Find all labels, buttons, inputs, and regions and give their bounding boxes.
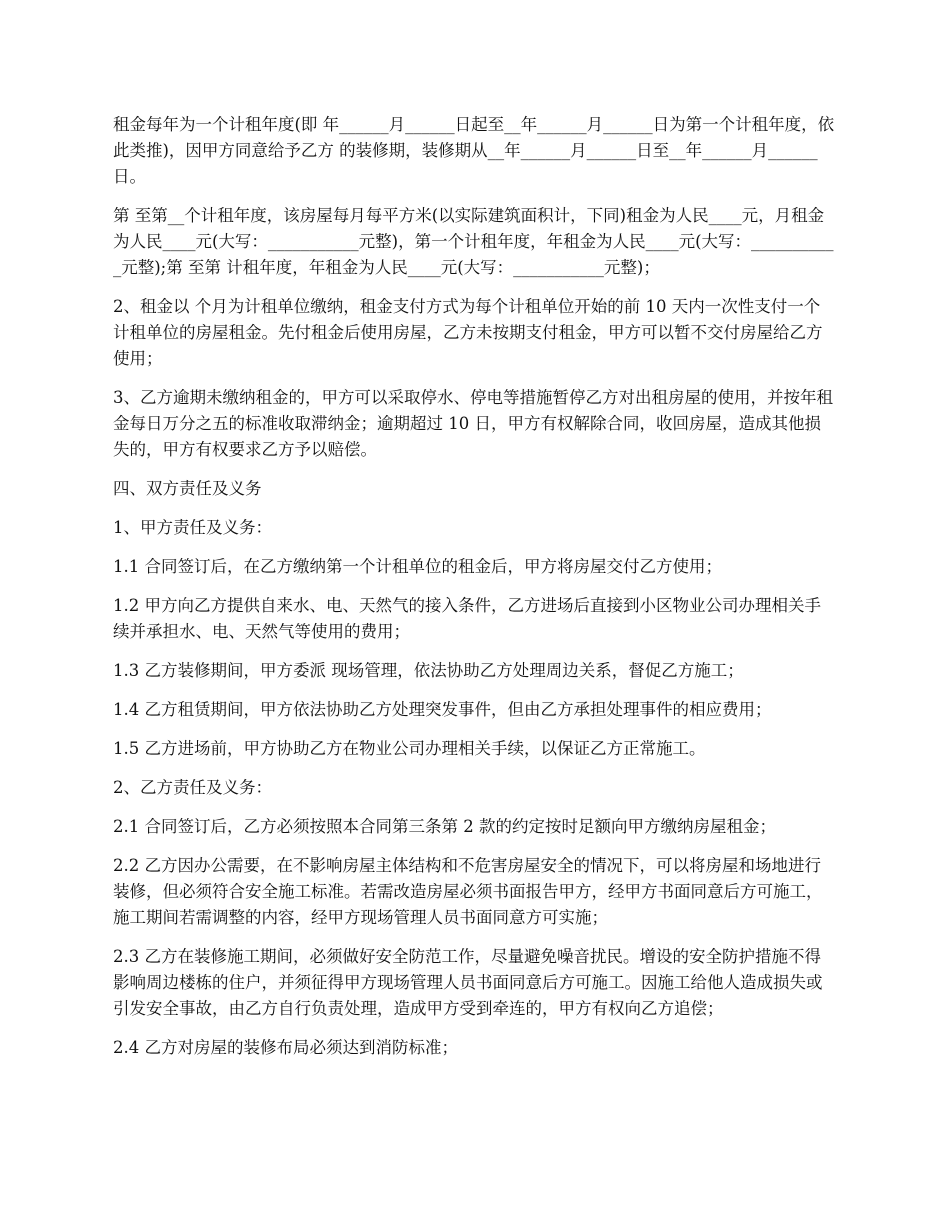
section-heading-responsibilities: 四、双方责任及义务 [113, 479, 262, 498]
subheading-party-a: 1、甲方责任及义务： [113, 518, 272, 537]
clause-2-1: 2.1 合同签订后，乙方必须按照本合同第三条第 2 款的约定按时足额向甲方缴纳房屋租金； [113, 817, 776, 836]
subheading-party-b: 2、乙方责任及义务： [113, 778, 272, 797]
clause-1-3: 1.3 乙方装修期间，甲方委派 现场管理，依法协助乙方处理周边关系，督促乙方施工； [113, 661, 744, 680]
clause-1-1: 1.1 合同签订后，在乙方缴纳第一个计租单位的租金后，甲方将房屋交付乙方使用； [113, 557, 722, 576]
clause-1-5: 1.5 乙方进场前，甲方协助乙方在物业公司办理相关手续，以保证乙方正常施工。 [113, 739, 706, 758]
paragraph-late-payment: 3、乙方逾期未缴纳租金的，甲方可以采取停水、停电等措施暂停乙方对出租房屋的使用，并按年租金每日万分之五的标准收取滞纳金；逾期超过 10 日，甲方有权解除合同，收回房屋，造成其他损失的，甲方有权要求乙方予以赔偿。 [113, 388, 833, 459]
paragraph-payment-method: 2、租金以 个月为计租单位缴纳，租金支付方式为每个计租单位开始的前 10 天内一次性支付一个计租单位的房屋租金。先付租金后使用房屋，乙方未按期支付租金，甲方可以暂不交付房屋给乙方使用； [113, 297, 823, 368]
document-body [113, 112, 835, 1074]
clause-2-2: 2.2 乙方因办公需要，在不影响房屋主体结构和不危害房屋安全的情况下，可以将房屋和场地进行装修，但必须符合安全施工标准。若需改造房屋必须书面报告甲方，经甲方书面同意后方可施工，施工期间若需调整的内容，经甲方现场管理人员书面同意方可实施； [113, 856, 823, 927]
paragraph-rent-year: 租金每年为一个计租年度(即 年______月______日起至__年______月______日为第一个计租年度，依此类推)，因甲方同意给予乙方 的装修期，装修期从__年______月______日至__年______月______日。 [113, 115, 835, 186]
clause-2-4: 2.4 乙方对房屋的装修布局必须达到消防标准； [113, 1038, 458, 1057]
paragraph-rent-amount: 第 至第__个计租年度，该房屋每月每平方米(以实际建筑面积计，下同)租金为人民____元，月租金为人民____元(大写：___________元整)，第一个计租年度，年租金为人民____元(大写：___________元整);第 至第 计租年度，年租金为人民____元(大写：___________元整)； [113, 206, 834, 277]
clause-1-4: 1.4 乙方租赁期间，甲方依法协助乙方处理突发事件，但由乙方承担处理事件的相应费用； [113, 700, 772, 719]
clause-1-2: 1.2 甲方向乙方提供自来水、电、天然气的接入条件，乙方进场后直接到小区物业公司办理相关手续并承担水、电、天然气等使用的费用； [113, 596, 821, 641]
clause-2-3: 2.3 乙方在装修施工期间，必须做好安全防范工作，尽量避免噪音扰民。增设的安全防护措施不得影响周边楼栋的住户，并须征得甲方现场管理人员书面同意后方可施工。因施工给他人造成损失或引发安全事故，由乙方自行负责处理，造成甲方受到牵连的，甲方有权向乙方追偿； [113, 947, 823, 1018]
